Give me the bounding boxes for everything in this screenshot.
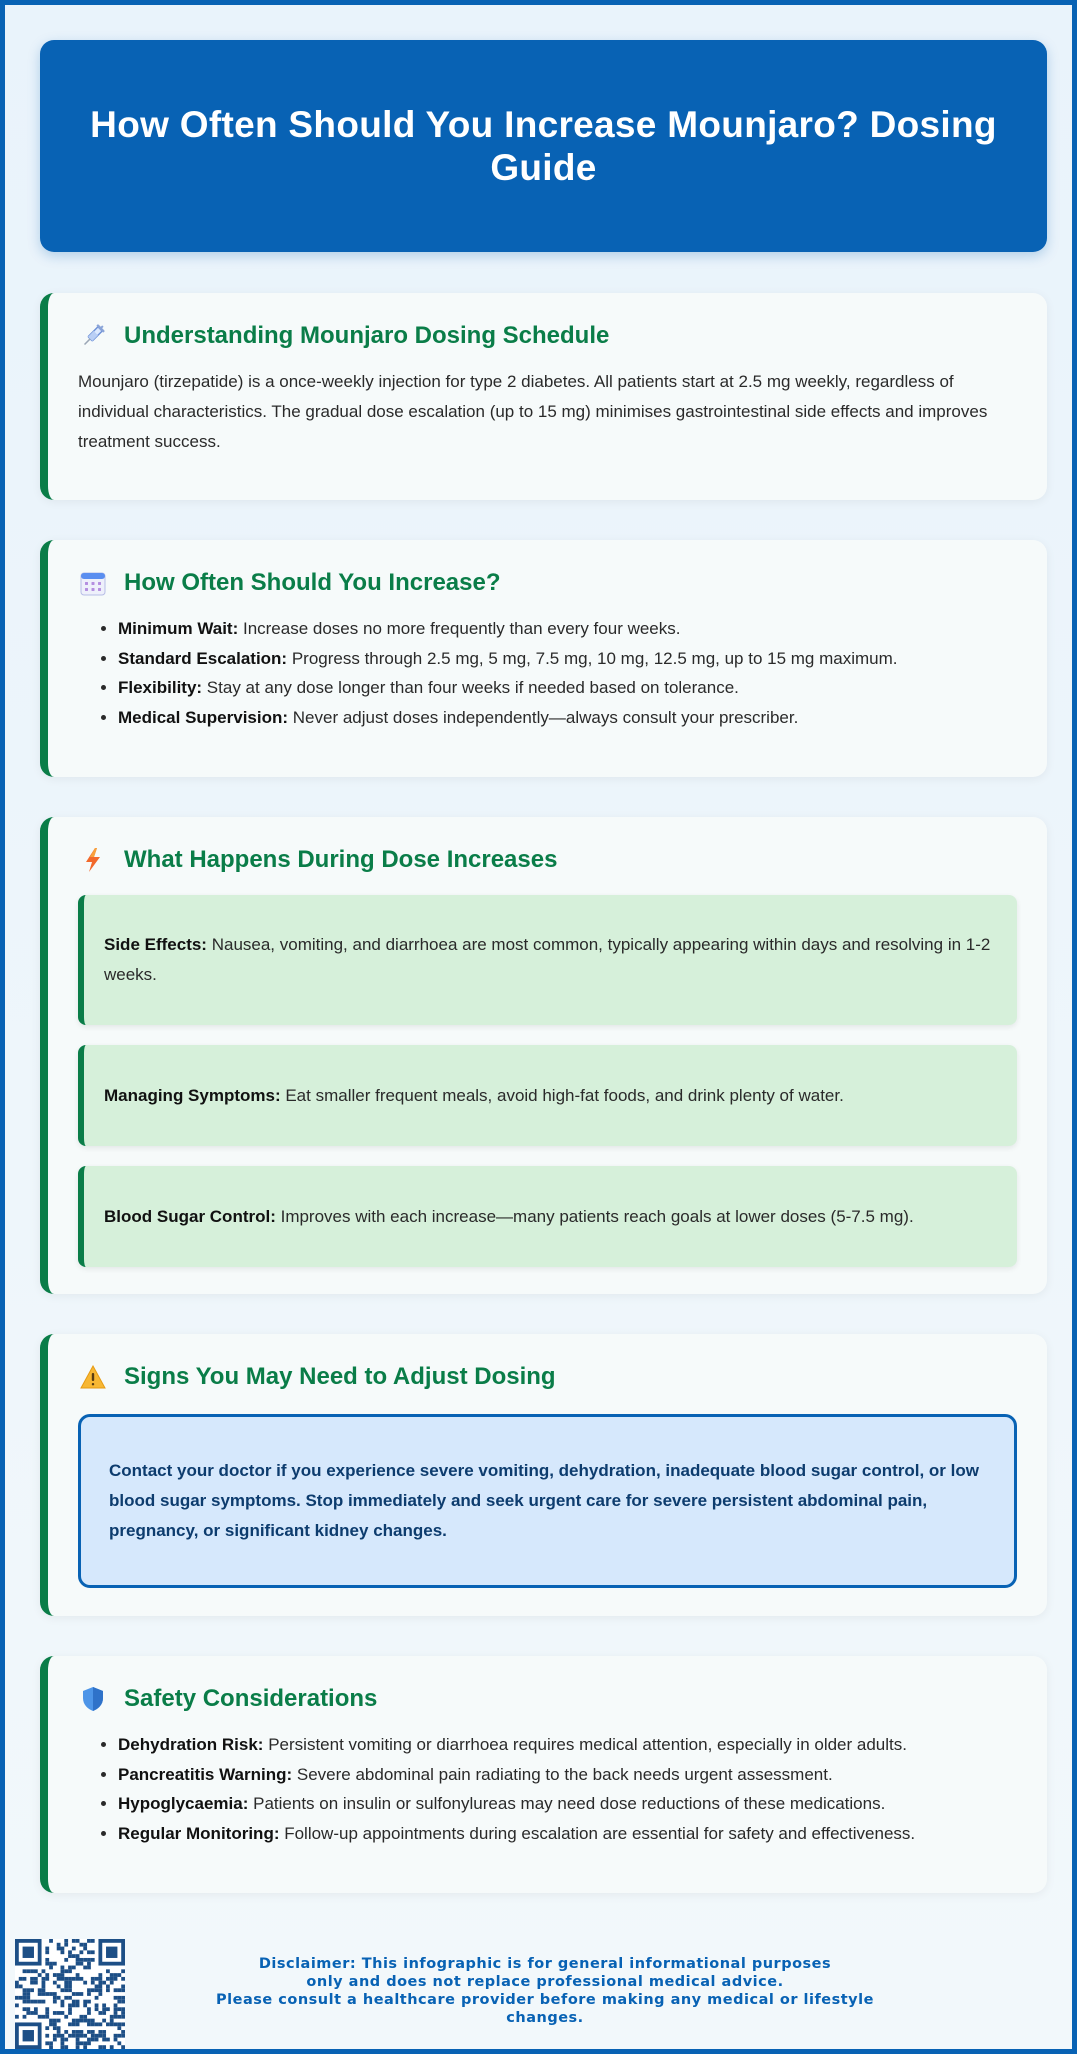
disclaimer: Disclaimer: This infographic is for general informational purposes only and does not replace professional medical advice. Please consult a healthcare provider before making any medical or lifestyle changes. [216,1956,874,2026]
list-item: • Dehydration Risk: Persistent vomiting or diarrhoea requires medical attention, especially in older adults. [118,1730,1017,1760]
section-header [78,845,1017,875]
section-title: Signs You May Need to Adjust Dosing [124,1363,556,1390]
syringe-icon [78,321,108,351]
alert-text: Contact your doctor if you experience severe vomiting, dehydration, inadequate blood sugar control, or low blood sugar symptoms. Stop immediately and seek urgent care for severe persistent abdominal pain, pregnancy, or significant kidney changes. [109,1461,979,1540]
list-item: • Standard Escalation: Progress through 2.5 mg, 5 mg, 7.5 mg, 10 mg, 12.5 mg, up to 15 mg maximum. [118,644,1017,674]
info-box: Side Effects: Nausea, vomiting, and diarrhoea are most common, typically appearing within days and resolving in 1-2 weeks. [78,895,1017,1025]
list-item: • Minimum Wait: Increase doses no more frequently than every four weeks. [118,614,1017,644]
list-item: • Medical Supervision: Never adjust doses independently—always consult your prescriber. [118,703,1017,733]
page-title: How Often Should You Increase Mounjaro? Dosing Guide [90,103,997,188]
info-box: Blood Sugar Control: Improves with each increase—many patients reach goals at lower doses (5-7.5 mg). [78,1166,1017,1267]
list-item: • Pancreatitis Warning: Severe abdominal pain radiating to the back needs urgent assessment. [118,1760,1017,1790]
page-header [40,40,1047,252]
calendar-icon [78,568,108,598]
qr-code[interactable] [15,1939,125,2049]
section-how-often [40,540,1047,777]
list-item: • Flexibility: Stay at any dose longer than four weeks if needed based on tolerance. [118,673,1017,703]
info-box: Managing Symptoms: Eat smaller frequent meals, avoid high-fat foods, and drink plenty of water. [78,1045,1017,1146]
bullet-list [78,614,1017,732]
section-title: What Happens During Dose Increases [124,846,558,873]
section-what-happens [40,817,1047,1294]
section-title: Understanding Mounjaro Dosing Schedule [124,322,610,349]
section-title: How Often Should You Increase? [124,569,501,596]
section-title: Safety Considerations [124,1685,378,1712]
shield-icon [78,1684,108,1714]
list-item: • Regular Monitoring: Follow-up appointments during escalation are essential for safety and effectiveness. [118,1819,1017,1849]
lightning-icon [78,845,108,875]
section-header [78,1362,1017,1392]
disclaimer-label: Disclaimer: [258,1956,357,1972]
section-signs [40,1334,1047,1616]
alert-box [78,1414,1017,1588]
section-understanding [40,293,1047,500]
section-header [78,1684,1017,1714]
section-header [78,321,1017,351]
warning-icon [78,1362,108,1392]
section-header [78,568,1017,598]
bullet-list [78,1730,1017,1848]
section-safety [40,1656,1047,1893]
list-item: • Hypoglycaemia: Patients on insulin or sulfonylureas may need dose reductions of these medications. [118,1789,1017,1819]
section-body: Mounjaro (tirzepatide) is a once-weekly injection for type 2 diabetes. All patients start at 2.5 mg weekly, regardless of individual characteristics. The gradual dose escalation (up to 15 mg) minimises gastrointestinal side effects and improves treatment success. [78,372,988,451]
